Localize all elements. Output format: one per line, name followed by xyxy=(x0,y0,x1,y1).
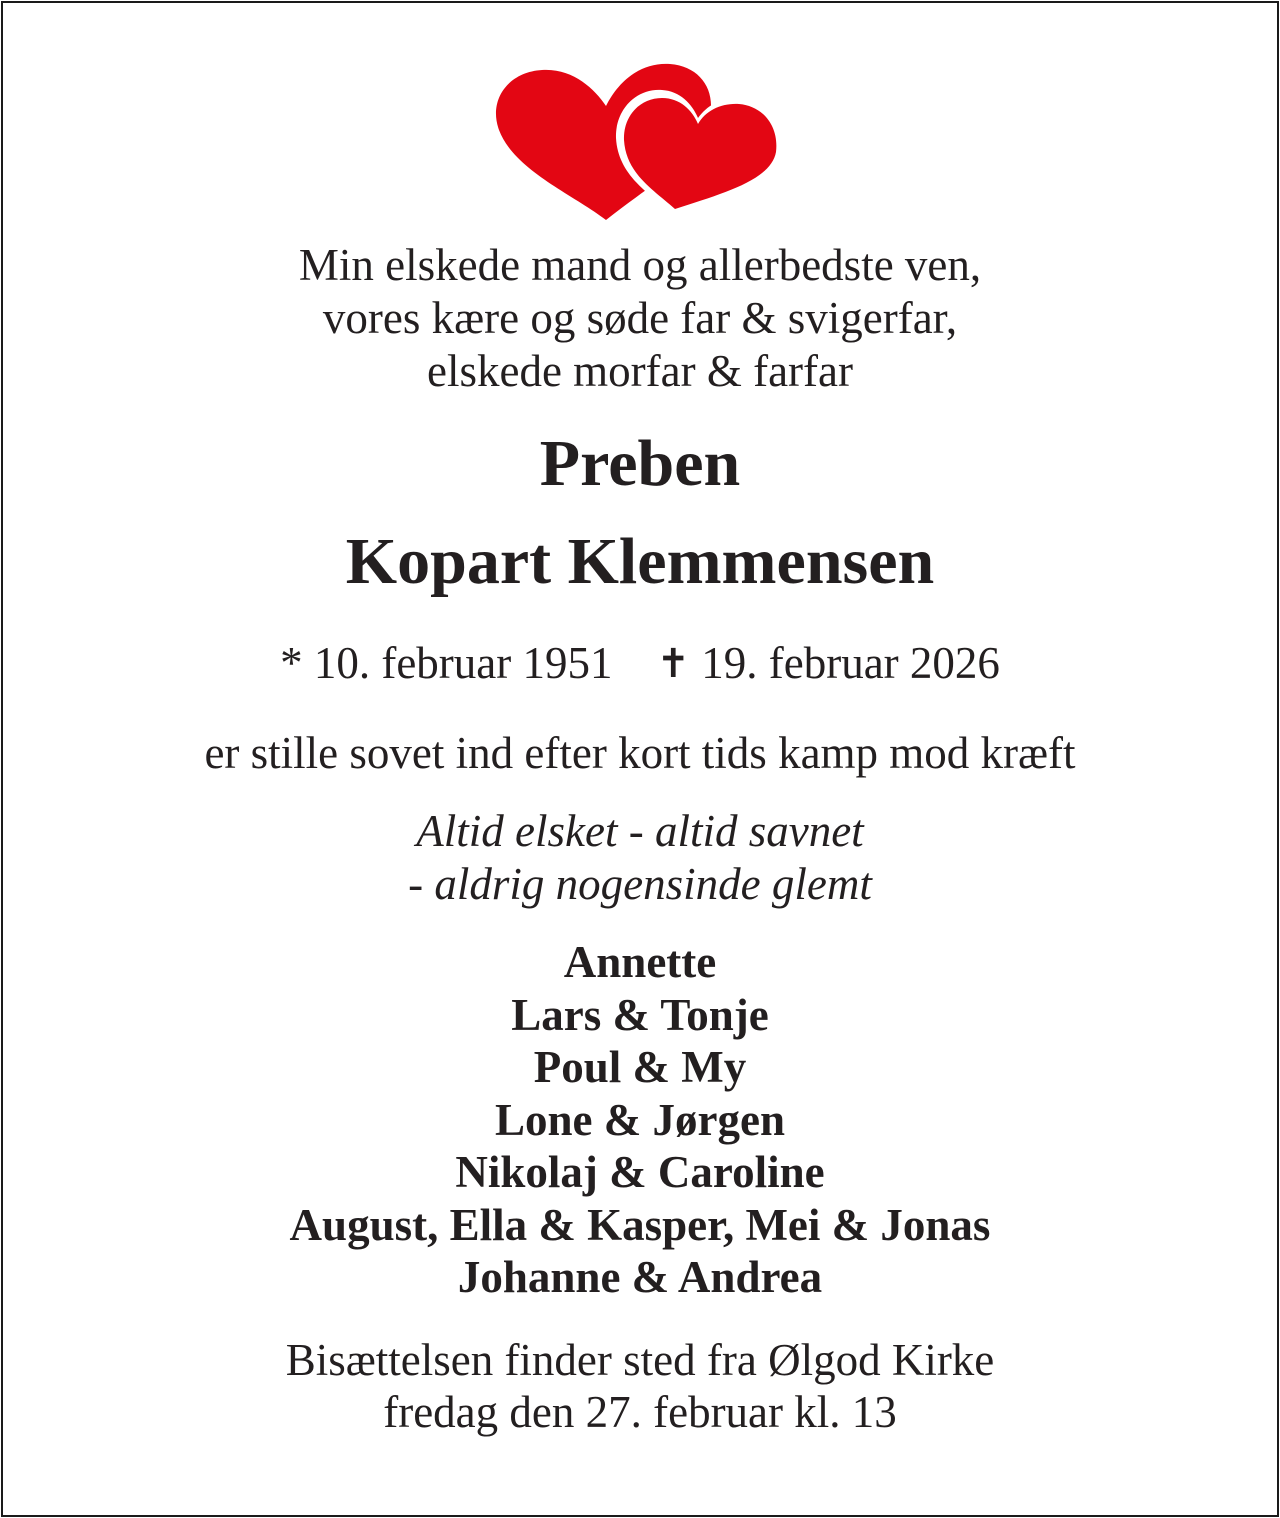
funeral-info-line: Bisættelsen finder sted fra Ølgod Kirke xyxy=(285,1335,995,1385)
family-member: Lone & Jørgen xyxy=(495,1095,785,1145)
deceased-last-name: Kopart Klemmensen xyxy=(345,525,935,598)
birth-star-icon: * xyxy=(280,638,303,688)
funeral-info-line: fredag den 27. februar kl. 13 xyxy=(383,1387,897,1437)
memorial-quote-line: - aldrig nogensinde glemt xyxy=(408,859,872,909)
deceased-first-name: Preben xyxy=(539,427,741,500)
passing-statement: er stille sovet ind efter kort tids kamp mod kræft xyxy=(204,728,1076,778)
family-member: August, Ella & Kasper, Mei & Jonas xyxy=(289,1200,991,1250)
birth-date: 10. februar 1951 xyxy=(313,638,613,688)
intro-line: vores kære og søde far & svigerfar, xyxy=(322,293,958,343)
cross-icon: ✝ xyxy=(656,641,690,686)
family-member: Lars & Tonje xyxy=(511,990,769,1040)
family-member: Nikolaj & Caroline xyxy=(455,1147,825,1197)
double-hearts-icon xyxy=(490,58,792,224)
family-member: Annette xyxy=(563,937,717,987)
memorial-quote-line: Altid elsket - altid savnet xyxy=(416,806,864,856)
life-dates xyxy=(0,637,1280,690)
intro-line: elskede morfar & farfar xyxy=(426,346,853,396)
family-member: Johanne & Andrea xyxy=(457,1252,823,1302)
death-date: 19. februar 2026 xyxy=(701,638,1000,688)
intro-line: Min elskede mand og allerbedste ven, xyxy=(298,240,982,290)
family-member: Poul & My xyxy=(533,1042,747,1092)
